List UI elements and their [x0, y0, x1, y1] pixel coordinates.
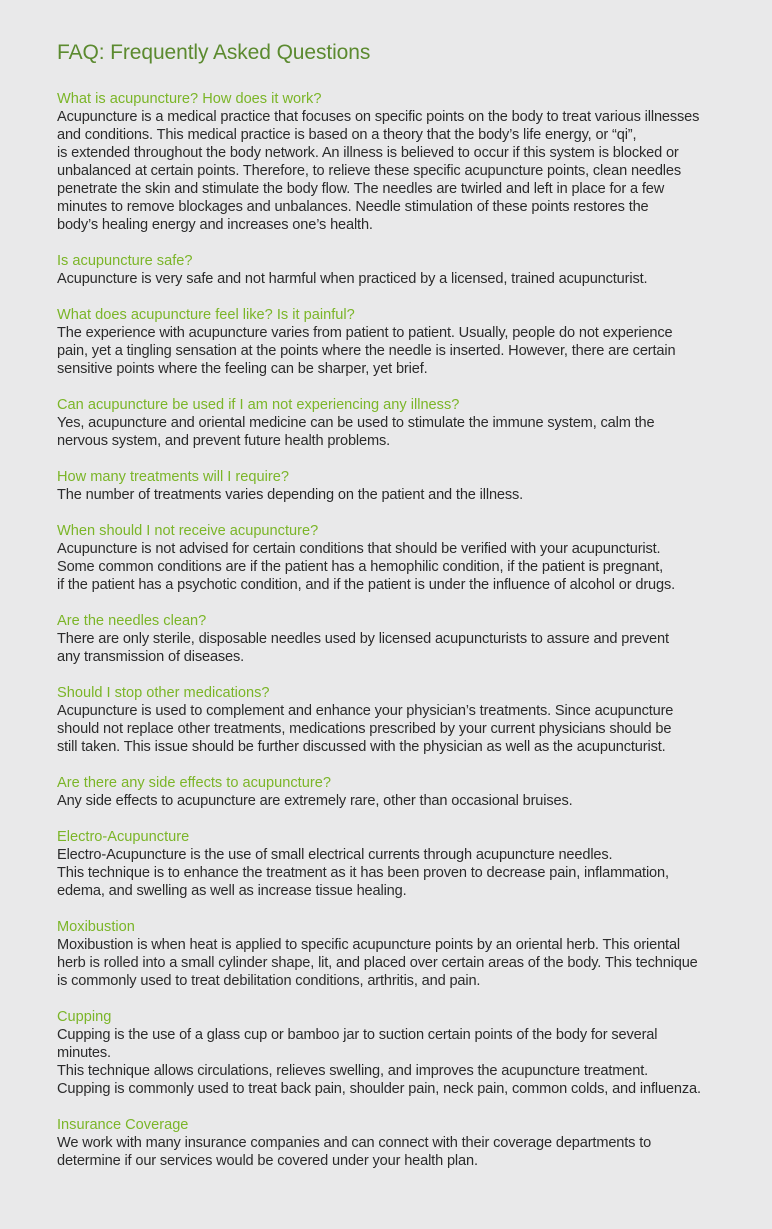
faq-answer — [57, 936, 772, 990]
faq-question: Cupping — [57, 1009, 112, 1025]
faq-answer-line: pain, yet a tingling sensation at the points where the needle is inserted. However, there are certain — [57, 343, 676, 359]
faq-answer-line: Moxibustion is when heat is applied to specific acupuncture points by an oriental herb. This oriental — [57, 937, 681, 953]
faq-list — [57, 90, 772, 1170]
faq-answer-line: This technique is to enhance the treatment as it has been proven to decrease pain, inflammation, — [57, 865, 669, 881]
page-title: FAQ: Frequently Asked Questions — [57, 41, 371, 64]
faq-answer-line: Some common conditions are if the patient has a hemophilic condition, if the patient is pregnant, — [57, 559, 664, 575]
faq-answer-line: is commonly used to treat debilitation conditions, arthritis, and pain. — [57, 973, 481, 989]
faq-answer — [57, 414, 772, 450]
faq-answer-line: minutes. — [57, 1045, 111, 1061]
faq-answer-line: is extended throughout the body network. An illness is believed to occur if this system is blocked or — [57, 145, 679, 161]
faq-answer-line: any transmission of diseases. — [57, 649, 245, 665]
faq-item — [57, 396, 772, 450]
faq-answer-line: determine if our services would be covered under your health plan. — [57, 1153, 478, 1169]
faq-answer-line: minutes to remove blockages and unbalances. Needle stimulation of these points restores the — [57, 199, 649, 215]
faq-answer-line: Acupuncture is a medical practice that focuses on specific points on the body to treat various illnesses — [57, 109, 700, 125]
faq-answer-line: nervous system, and prevent future health problems. — [57, 433, 391, 449]
faq-item — [57, 774, 772, 810]
faq-item — [57, 1116, 772, 1170]
faq-answer — [57, 540, 772, 594]
faq-answer — [57, 630, 772, 666]
faq-answer — [57, 1026, 772, 1098]
faq-answer-line: sensitive points where the feeling can be sharper, yet brief. — [57, 361, 428, 377]
faq-answer — [57, 792, 772, 810]
faq-answer-line: Acupuncture is not advised for certain conditions that should be verified with your acupuncturist. — [57, 541, 661, 557]
faq-answer-line: Acupuncture is used to complement and enhance your physician’s treatments. Since acupuncture — [57, 703, 674, 719]
faq-question: When should I not receive acupuncture? — [57, 523, 319, 539]
faq-answer — [57, 486, 772, 504]
faq-item — [57, 468, 772, 504]
faq-answer-line: and conditions. This medical practice is based on a theory that the body’s life energy, or “qi”, — [57, 127, 637, 143]
faq-question: Are the needles clean? — [57, 613, 207, 629]
faq-answer-line: The number of treatments varies depending on the patient and the illness. — [57, 487, 524, 503]
faq-answer — [57, 324, 772, 378]
faq-answer-line: if the patient has a psychotic condition, and if the patient is under the influence of alcohol or drugs. — [57, 577, 676, 593]
faq-answer-line: Cupping is the use of a glass cup or bamboo jar to suction certain points of the body for several — [57, 1027, 658, 1043]
faq-answer-line: herb is rolled into a small cylinder shape, lit, and placed over certain areas of the body. This technique — [57, 955, 698, 971]
faq-answer — [57, 846, 772, 900]
faq-answer-line: This technique allows circulations, relieves swelling, and improves the acupuncture treatment. — [57, 1063, 649, 1079]
faq-item — [57, 522, 772, 594]
faq-answer — [57, 108, 772, 234]
faq-question: Are there any side effects to acupuncture? — [57, 775, 331, 791]
faq-answer-line: unbalanced at certain points. Therefore, to relieve these specific acupuncture points, clean needles — [57, 163, 682, 179]
faq-answer-line: Electro-Acupuncture is the use of small electrical currents through acupuncture needles. — [57, 847, 613, 863]
faq-answer — [57, 270, 772, 288]
faq-answer-line: Any side effects to acupuncture are extremely rare, other than occasional bruises. — [57, 793, 573, 809]
faq-question: What does acupuncture feel like? Is it painful? — [57, 307, 355, 323]
faq-answer-line: Acupuncture is very safe and not harmful when practiced by a licensed, trained acupuncturist. — [57, 271, 648, 287]
faq-item — [57, 828, 772, 900]
faq-question: Insurance Coverage — [57, 1117, 189, 1133]
faq-answer — [57, 702, 772, 756]
faq-question: Electro-Acupuncture — [57, 829, 190, 845]
faq-answer-line: should not replace other treatments, medications prescribed by your current physicians should be — [57, 721, 672, 737]
faq-question: Is acupuncture safe? — [57, 253, 193, 269]
faq-item — [57, 1008, 772, 1098]
faq-question: Should I stop other medications? — [57, 685, 270, 701]
faq-answer — [57, 1134, 772, 1170]
faq-question: Can acupuncture be used if I am not experiencing any illness? — [57, 397, 460, 413]
faq-item — [57, 252, 772, 288]
faq-answer-line: edema, and swelling as well as increase tissue healing. — [57, 883, 407, 899]
faq-item — [57, 918, 772, 990]
faq-answer-line: body’s healing energy and increases one’s health. — [57, 217, 373, 233]
faq-answer-line: Cupping is commonly used to treat back pain, shoulder pain, neck pain, common colds, and influenza. — [57, 1081, 701, 1097]
faq-answer-line: We work with many insurance companies and can connect with their coverage departments to — [57, 1135, 652, 1151]
faq-answer-line: still taken. This issue should be further discussed with the physician as well as the acupuncturist. — [57, 739, 666, 755]
faq-item — [57, 306, 772, 378]
faq-item — [57, 612, 772, 666]
faq-item — [57, 90, 772, 234]
faq-question: How many treatments will I require? — [57, 469, 289, 485]
faq-question: Moxibustion — [57, 919, 135, 935]
faq-item — [57, 684, 772, 756]
faq-answer-line: The experience with acupuncture varies from patient to patient. Usually, people do not experience — [57, 325, 673, 341]
faq-answer-line: penetrate the skin and stimulate the body flow. The needles are twirled and left in place for a few — [57, 181, 665, 197]
faq-answer-line: Yes, acupuncture and oriental medicine can be used to stimulate the immune system, calm the — [57, 415, 655, 431]
faq-answer-line: There are only sterile, disposable needles used by licensed acupuncturists to assure and prevent — [57, 631, 669, 647]
faq-question: What is acupuncture? How does it work? — [57, 91, 322, 107]
